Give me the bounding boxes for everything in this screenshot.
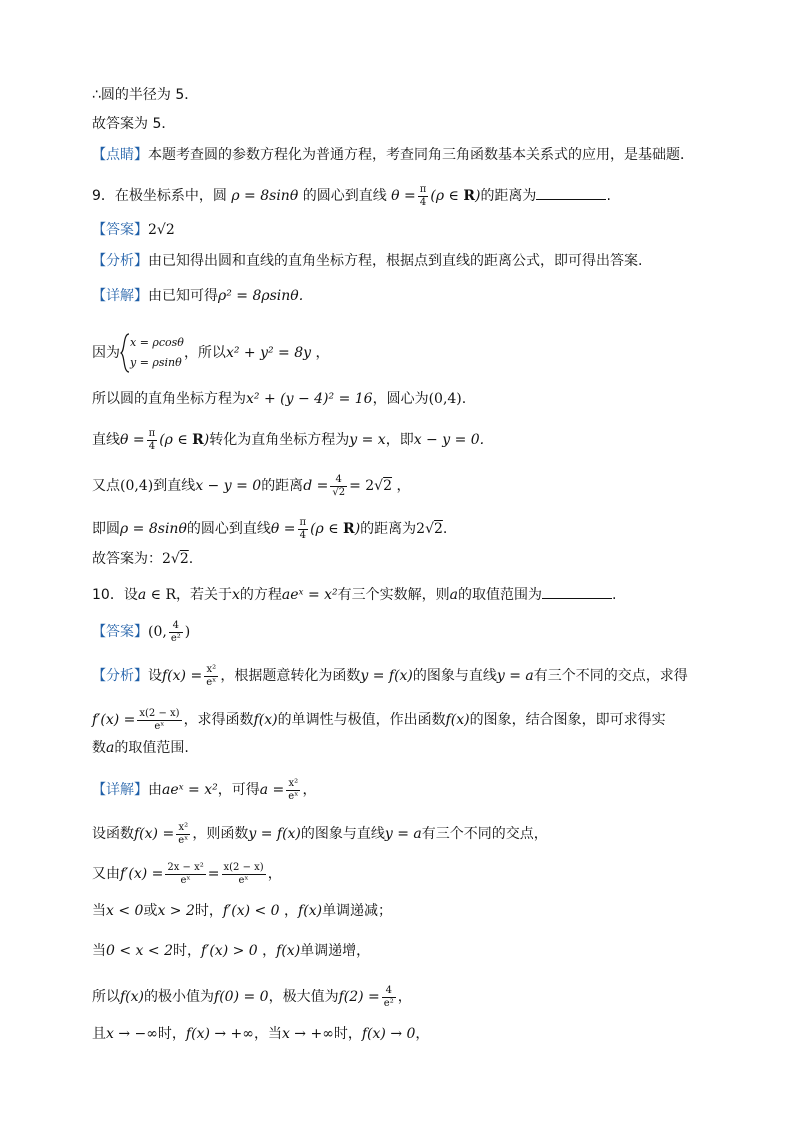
answer-9-value: 2√2: [148, 222, 175, 238]
dianjing-text: 本题考查圆的参数方程化为普通方程，考查同角三角函数基本关系式的应用，是基础题．: [148, 147, 694, 163]
d10-1a: 由: [148, 782, 162, 798]
text-answer-5: 故答案为 5．: [92, 116, 176, 132]
an10-fprime-fraction: $\frac{x(2 - x)}{\text{eˣ}}$: [139, 708, 180, 732]
d10-2d: 有三个不同的交点，: [421, 826, 548, 842]
d10-fx-ext: f(x): [120, 989, 145, 1005]
q10-answer-blank: [542, 586, 612, 599]
d10-x-gt-2: x > 2: [157, 903, 195, 919]
an10-y-a: y = a: [496, 668, 534, 684]
an10-y-fx: y = f(x): [360, 668, 413, 684]
d10-fprime-lt-0: f′(x) < 0: [222, 903, 280, 919]
d9-6c: 的距离为: [360, 521, 417, 537]
q10-a-in-r: a ∈ R: [137, 587, 176, 603]
analysis-9-text: 由已知得出圆和直线的直角坐标方程，根据点到直线的距离公式，即可得出答案.: [148, 253, 643, 269]
d10-2a: 设函数: [92, 826, 134, 842]
d10-fx-zero: f(x) → 0: [361, 1026, 416, 1042]
q9-text-a: 9．在极坐标系中，圆: [92, 188, 227, 204]
q10-a-var: a: [449, 587, 459, 603]
detail-10-line4: 当x < 0或x > 2时，f′(x) < 0 ，f(x)单调递减；: [92, 903, 393, 919]
detail-9-line3: [92, 392, 466, 406]
an10-fx2: f(x): [253, 712, 278, 728]
detail-10-line1: 【详解】由aeˣ = x²，可得a = $\frac{\text{x²}}{\text{eˣ}}$ ，: [92, 778, 317, 802]
d10-6c: ，极大值为: [268, 989, 339, 1005]
d10-4d: 单调递减；: [322, 903, 393, 919]
an10-1c: 的图象与直线: [412, 668, 497, 684]
d10-y-a: y = a: [384, 826, 422, 842]
d10-7c: ，当: [253, 1026, 282, 1042]
an10-1d: 有三个不同的交点，求得: [533, 668, 688, 684]
d10-x-lt-0: x < 0: [106, 903, 144, 919]
d9-circle-cartesian: x² + (y − 4)² = 16: [246, 391, 373, 407]
an10-2b: 的单调性与极值，作出函数: [277, 712, 446, 728]
q10-e: 的取值范围为: [458, 587, 543, 603]
d9-pi-over-4-2: $\frac{\pi}{4}$: [299, 517, 307, 541]
d10-fx: f(x) =: [134, 826, 175, 842]
d10-frac2: $\frac{x(2 - x)}{\text{eˣ}}$: [223, 862, 264, 886]
question-9: 9．在极坐标系中，圆 ρ = 8sinθ 的圆心到直线 θ = $\frac{\pi}{4}$ (ρ ∈ R)的距离为 .: [92, 184, 611, 208]
analysis-9: [92, 254, 642, 268]
detail-9-line2: 因为x = ρcosθ y = ρsinθ，所以x² + y² = 8y ，: [92, 333, 330, 373]
d10-fprime-gt-0: f′(x) > 0: [200, 943, 258, 959]
analysis-10-line2: [92, 708, 666, 732]
d9-3b: ，圆心为: [372, 391, 429, 407]
d10-2c: 的图象与直线: [300, 826, 385, 842]
detail-10-line3: 又由f′(x) = $\frac{\text{2x − x²}}{\text{eˣ}}$ = $\frac{x(2 - x)}{\text{eˣ}}$ ，: [92, 862, 282, 886]
answer-10: [92, 620, 190, 644]
d10-y-fx: y = f(x): [248, 826, 301, 842]
d10-1b: ，可得: [217, 782, 260, 798]
dianjing-tag: 【点睛】: [92, 147, 148, 163]
d9-center: (0,4).: [428, 391, 467, 407]
d10-7b: 时，: [157, 1026, 186, 1042]
d10-5b: 时，: [172, 943, 201, 959]
d9-2a: 因为: [92, 345, 120, 361]
d9-2b: ，所以: [183, 345, 226, 361]
analysis-tag: 【分析】: [92, 253, 148, 269]
detail-9-line6: [92, 517, 447, 541]
q10-equation: aeˣ = x²: [281, 587, 338, 603]
d9-theta: θ =: [120, 432, 145, 448]
d9-answer: 2√2.: [162, 551, 194, 567]
d9-cartesian: x² + y² = 8y: [225, 345, 312, 361]
d10-6a: 所以: [92, 989, 120, 1005]
d10-fx-dec: f(x): [298, 903, 323, 919]
d10-fraction: $\frac{\text{x²}}{\text{eˣ}}$: [288, 778, 299, 802]
d10-f0: f(0) = 0: [214, 989, 269, 1005]
d10-x-neg-inf: x → −∞: [106, 1026, 158, 1042]
d9-x-minus-y: x − y = 0.: [413, 432, 485, 448]
d9-5c: 的距离: [261, 478, 304, 494]
d9-line: x − y = 0: [195, 478, 262, 494]
q10-a: 10．设: [92, 587, 138, 603]
d10-5a: 当: [92, 943, 106, 959]
detail-tag: 【详解】: [92, 288, 148, 304]
answer-tag-10: 【答案】: [92, 624, 148, 640]
d10-fx-pos-inf: f(x) → +∞: [185, 1026, 254, 1042]
d9-rho-in-r: (ρ ∈ R): [159, 432, 210, 448]
q9-pi-over-4: $\frac{\pi}{4}$: [419, 184, 427, 208]
d10-4c: 时，: [194, 903, 223, 919]
d9-pi-over-4: $\frac{\pi}{4}$: [148, 428, 156, 452]
answer-10-fraction: $\frac{4}{\text{e²}}$: [170, 620, 181, 644]
d10-eq-sign: =: [207, 866, 220, 882]
q10-x: x: [232, 587, 240, 603]
d10-max-fraction: $\frac{4}{\text{e²}}$: [383, 985, 394, 1009]
q9-text-b: 的圆心到直线: [302, 188, 387, 204]
d9-circle: ρ = 8sinθ: [120, 521, 187, 537]
q10-c: 的方程: [239, 587, 282, 603]
d9-rho-in-r-2: (ρ ∈ R): [310, 521, 361, 537]
text-radius-conclusion: ∴圆的半径为 5．: [92, 87, 199, 103]
q9-circle-eq: ρ = 8sinθ: [231, 188, 299, 204]
d10-a-eq: a =: [259, 782, 285, 798]
d10-f2: f(2) =: [338, 989, 380, 1005]
detail-9-line1: [92, 289, 303, 303]
analysis-10-line3: [92, 741, 189, 755]
d10-2b: ，则函数: [192, 826, 249, 842]
d9-5a: 又点: [92, 478, 120, 494]
answer-9: [92, 223, 175, 237]
d9-6a: 即圆: [92, 521, 120, 537]
d9-4c: ，即: [385, 432, 414, 448]
detail-9-line5: 又点(0,4)到直线x − y = 0的距离d = $\frac{4}{√2}$ = 2√2 ，: [92, 474, 411, 498]
an10-fx: f(x) =: [162, 668, 203, 684]
left-brace-icon: [120, 333, 130, 373]
d9-point: (0,4): [120, 478, 154, 494]
question-10: 10．设a ∈ R，若关于x的方程aeˣ = x²有三个实数解，则a的取值范围为 .: [92, 587, 617, 603]
d10-4a: 当: [92, 903, 106, 919]
d9-y-eq-x: y = x: [349, 432, 386, 448]
d9-7: 故答案为：: [92, 551, 162, 567]
d10-x-pos-inf: x → +∞: [281, 1026, 334, 1042]
d9-distance-fraction: $\frac{4}{√2}$: [332, 474, 346, 498]
d9-final-distance: 2√2.: [416, 521, 448, 537]
q9-rho-in-r: (ρ ∈ R): [430, 188, 481, 204]
an10-3a: 数: [92, 740, 106, 756]
detail-10-line5: 当0 < x < 2时，f′(x) > 0 ，f(x)单调递增，: [92, 943, 371, 959]
an10-fprime: f′(x) =: [92, 712, 136, 728]
an10-fraction: $\frac{\text{x²}}{\text{eˣ}}$: [206, 664, 217, 688]
detail-10-line2: [92, 822, 548, 846]
d9-polar-eq: ρ² = 8ρsinθ.: [218, 288, 304, 304]
d10-frac1: $\frac{\text{2x − x²}}{\text{eˣ}}$: [167, 862, 204, 886]
detail-10-line6: 所以f(x)的极小值为f(0) = 0，极大值为f(2) = $\frac{4}{\text{e²}}$ ，: [92, 985, 412, 1009]
d9-4b: 转化为直角坐标方程为: [209, 432, 350, 448]
q9-text-c: 的距离为: [480, 188, 537, 204]
d10-7a: 且: [92, 1026, 106, 1042]
an10-2a: ，求得函数: [183, 712, 254, 728]
an10-a: a: [106, 740, 115, 756]
d10-fprime: f′(x) =: [120, 866, 164, 882]
q9-line-eq: θ =: [391, 188, 416, 204]
d10-range: 0 < x < 2: [106, 943, 173, 959]
d10-eq: aeˣ = x²: [162, 782, 218, 798]
answer-10-value: (0,: [148, 624, 167, 640]
q10-b: ，若关于: [176, 587, 232, 603]
d9-3a: 所以圆的直角坐标方程为: [92, 391, 246, 407]
dianjing-line: [92, 148, 694, 162]
analysis-tag-10: 【分析】: [92, 668, 148, 684]
an10-3b: 的取值范围.: [114, 740, 189, 756]
d10-3a: 又由: [92, 866, 120, 882]
an10-2c: 的图象，结合图象，即可求得实: [469, 712, 666, 728]
analysis-10-line1: [92, 664, 688, 688]
d10-fx-fraction: $\frac{\text{x²}}{\text{eˣ}}$: [178, 822, 189, 846]
d9-1a: 由已知可得: [148, 288, 218, 304]
answer-tag: 【答案】: [92, 222, 148, 238]
detail-tag-10: 【详解】: [92, 782, 148, 798]
d9-theta2: θ =: [270, 521, 296, 537]
an10-1b: ，根据题意转化为函数: [220, 668, 361, 684]
detail-9-line4: [92, 428, 484, 452]
d10-6b: 的极小值为: [144, 989, 215, 1005]
answer-10-close: ): [184, 624, 191, 640]
an10-1a: 设: [148, 668, 162, 684]
d10-5c: 单调递增，: [300, 943, 371, 959]
d9-5b: 到直线: [153, 478, 196, 494]
d9-6b: 的圆心到直线: [186, 521, 271, 537]
q9-answer-blank: [536, 187, 606, 200]
detail-9-line7: [92, 552, 193, 566]
an10-fx3: f(x): [445, 712, 470, 728]
d10-fx-inc: f(x): [276, 943, 301, 959]
d10-7d: 时，: [333, 1026, 362, 1042]
q10-d: 有三个实数解，则: [337, 587, 450, 603]
d9-conversion-system: x = ρcosθ y = ρsinθ: [130, 336, 184, 369]
d9-4a: 直线: [92, 432, 120, 448]
d10-4b: 或: [143, 903, 158, 919]
d9-d: d =: [303, 478, 329, 494]
detail-10-line7: 且x → −∞时，f(x) → +∞，当x → +∞时，f(x) → 0，: [92, 1026, 430, 1042]
d9-distance-value: = 2√2: [349, 478, 393, 494]
